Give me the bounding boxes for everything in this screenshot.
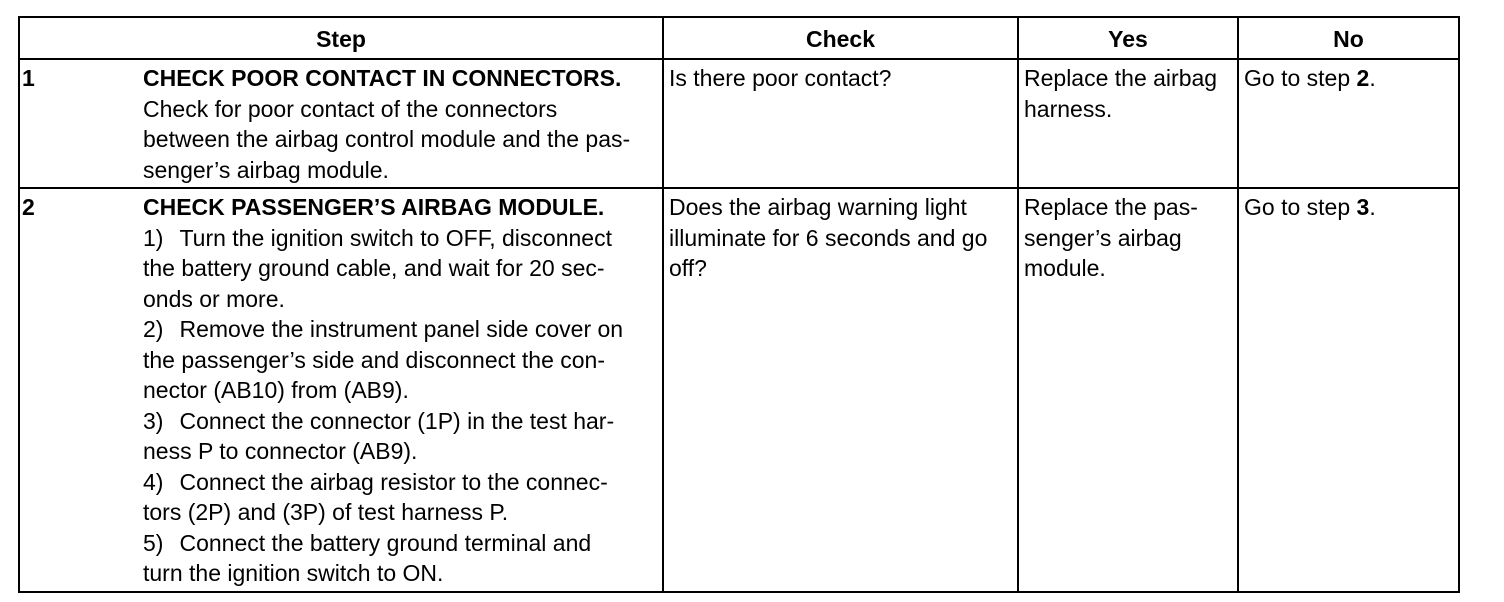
substep-number: 5) [143, 529, 164, 556]
step-heading: CHECK PASSENGER’S AIRBAG MODULE. [143, 194, 605, 220]
no-step-number: 2 [1356, 65, 1370, 91]
header-yes: Yes [1018, 17, 1238, 59]
step-number: 2 [22, 194, 35, 220]
header-check: Check [663, 17, 1018, 59]
step-cell [19, 59, 663, 188]
table-row [19, 59, 1459, 188]
substep-line: the battery ground cable, and wait for 20 sec- [143, 255, 605, 281]
substep-line: tors (2P) and (3P) of test harness P. [143, 499, 509, 525]
header-no: No [1238, 17, 1459, 59]
substep-line [143, 223, 658, 254]
substep-number: 2) [143, 316, 164, 342]
step-body [143, 63, 658, 185]
table-header-row [19, 17, 1459, 59]
diagnostic-table-container [18, 16, 1458, 593]
yes-text-line: senger’s airbag [1024, 224, 1182, 251]
check-text-line: illuminate for 6 seconds and go [669, 224, 988, 251]
yes-cell [1018, 59, 1238, 188]
check-text-line: off? [669, 255, 707, 281]
no-suffix: . [1369, 194, 1376, 220]
substep-line: onds or more. [143, 285, 285, 312]
no-cell [1238, 188, 1459, 592]
check-text-line: Is there poor contact? [669, 65, 892, 91]
yes-cell [1018, 188, 1238, 592]
yes-text-line: module. [1024, 255, 1106, 281]
header-step: Step [19, 17, 663, 59]
no-cell [1238, 59, 1459, 188]
substep-line: ness P to connector (AB9). [143, 438, 418, 464]
table-row [19, 188, 1459, 592]
no-prefix: Go to step [1244, 65, 1357, 91]
substep-number: 1) [143, 224, 164, 251]
substep-line [143, 467, 658, 498]
substep-text: Remove the instrument panel side cover on [179, 316, 624, 342]
step-text-line: Check for poor contact of the connectors [143, 95, 558, 122]
substep-line: turn the ignition switch to ON. [143, 560, 444, 586]
check-cell [663, 188, 1018, 592]
step-body [143, 192, 658, 589]
diagnostic-table [18, 16, 1460, 593]
step-number: 1 [22, 65, 35, 91]
step-heading: CHECK POOR CONTACT IN CONNECTORS. [143, 65, 622, 91]
no-suffix: . [1369, 65, 1376, 91]
substep-number: 4) [143, 468, 164, 495]
yes-text-line: Replace the pas- [1024, 194, 1198, 220]
substep-line: the passenger’s side and disconnect the con- [143, 346, 606, 373]
no-prefix: Go to step [1244, 194, 1357, 220]
substep-text: Connect the airbag resistor to the connec- [179, 468, 608, 495]
step-text-line: senger’s airbag module. [143, 156, 389, 183]
substep-line [143, 528, 658, 559]
substep-number: 3) [143, 407, 164, 434]
substep-line [143, 406, 658, 437]
step-cell [19, 188, 663, 592]
substep-text: Turn the ignition switch to OFF, disconnect [179, 224, 612, 251]
yes-text-line: Replace the airbag [1024, 65, 1218, 91]
check-text-line: Does the airbag warning light [669, 194, 967, 220]
substep-text: Connect the battery ground terminal and [179, 529, 592, 556]
no-step-number: 3 [1356, 194, 1370, 220]
substep-line: nector (AB10) from (AB9). [143, 377, 409, 403]
substep-line [143, 314, 658, 345]
step-text-line: between the airbag control module and the pas- [143, 126, 631, 152]
check-cell [663, 59, 1018, 188]
yes-text-line: harness. [1024, 95, 1113, 122]
substep-text: Connect the connector (1P) in the test har- [179, 407, 615, 434]
